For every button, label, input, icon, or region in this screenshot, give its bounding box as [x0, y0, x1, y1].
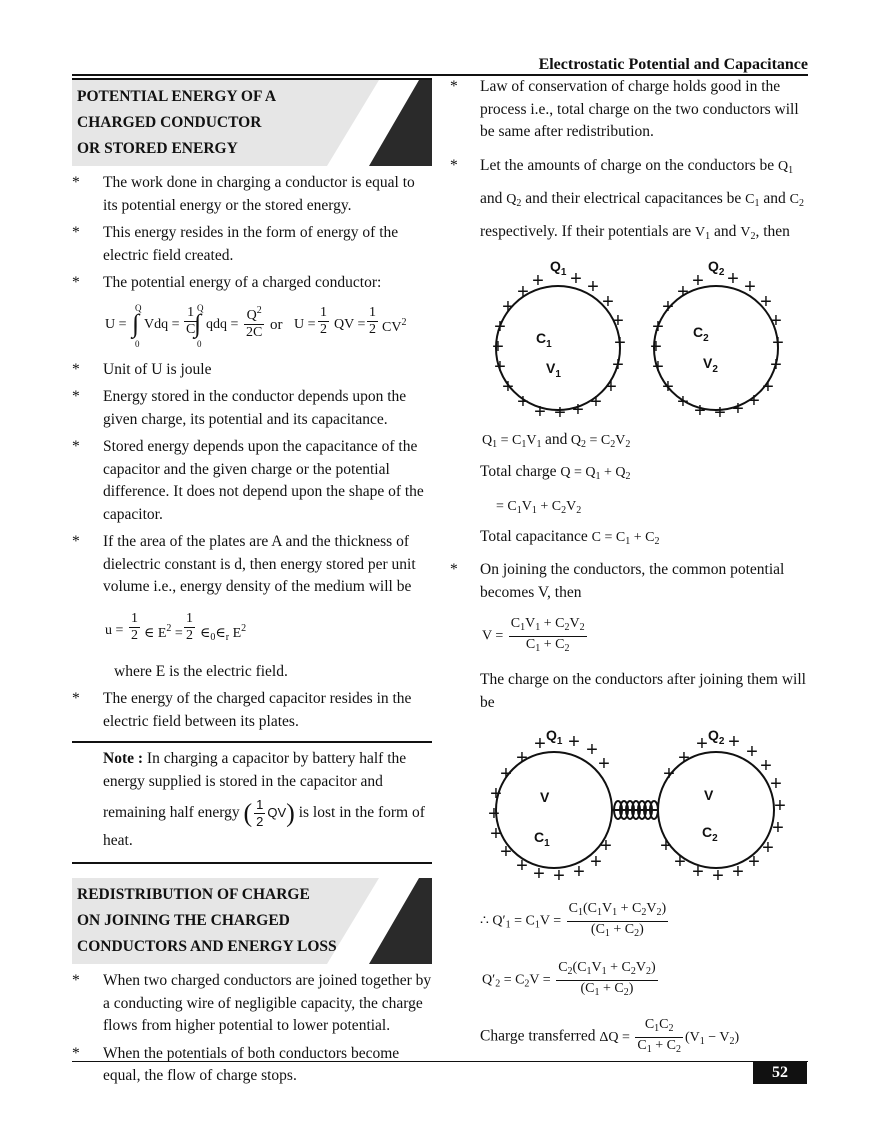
- svg-text:V2: $V_2$: [703, 354, 718, 375]
- svg-text:+: +: [760, 290, 772, 313]
- page-number: 52: [753, 1062, 807, 1084]
- svg-text:+: +: [762, 375, 774, 398]
- svg-text:+: +: [590, 851, 602, 873]
- section-heading-potential-energy: [72, 78, 432, 166]
- svg-text:+: +: [770, 353, 782, 376]
- total-capacitance-line: Total capacitance $C = C_1 + C_2$: [480, 527, 660, 547]
- svg-text:+: +: [612, 309, 624, 332]
- formula-energy: U = Q ∫ 0 Vdq = $\frac{1}{C}$ Q ∫ 0 qdq = $\frac{Q^2}{2C}$ or U = $\frac{1}{2}$ QV = $\frac{1}{2}$ $CV^2$: [105, 302, 407, 349]
- svg-text:+: +: [732, 397, 744, 420]
- svg-text:C2: $C_2$: [693, 323, 709, 344]
- svg-text:+: +: [598, 753, 610, 775]
- bullet-energy-resides: * This energy resides in the form of energy of the electric field created.: [72, 224, 399, 264]
- footer-rule: [72, 1061, 808, 1062]
- heading-line: REDISTRIBUTION OF CHARGE: [77, 886, 310, 903]
- bullet-potential-energy: * The potential energy of a charged conductor:: [72, 274, 382, 291]
- bullet-energy-field: * The energy of the charged capacitor resides in the electric field between its plates.: [72, 690, 412, 730]
- heading-line: ON JOINING THE CHARGED: [77, 912, 290, 929]
- svg-text:+: +: [650, 335, 662, 358]
- heading-line: OR STORED ENERGY: [77, 140, 238, 157]
- note-text-2: remaining half energy: [103, 804, 240, 822]
- svg-text:+: +: [492, 335, 504, 358]
- svg-text:+: +: [573, 861, 585, 883]
- svg-text:+: +: [772, 331, 784, 354]
- svg-text:V: V: [704, 787, 714, 803]
- bullet-unit: * Unit of U is joule: [72, 360, 212, 378]
- note-label: Note :: [103, 750, 144, 767]
- svg-text:+: +: [572, 398, 584, 421]
- svg-text:+: +: [746, 741, 758, 763]
- svg-text:+: +: [678, 747, 690, 769]
- svg-text:+: +: [532, 269, 544, 292]
- svg-text:+: +: [502, 375, 514, 398]
- formula-energy-density: u = $\frac{1}{2}$ ∈ $E^2$ = $\frac{1}{2}$ $\in_0\in_r$ $E^2$: [105, 610, 247, 643]
- svg-text:+: +: [534, 733, 546, 755]
- svg-text:+: +: [612, 353, 624, 376]
- svg-text:+: +: [494, 355, 506, 378]
- diagram-joined-conductors: [484, 722, 794, 887]
- heading-line: CHARGED CONDUCTOR: [77, 114, 262, 131]
- svg-text:+: +: [674, 851, 686, 873]
- right-column: [450, 76, 810, 1058]
- svg-text:+: +: [490, 783, 502, 805]
- bullet-flow-stops: * When the potentials of both conductors become equal, the flow of charge stops.: [72, 1044, 400, 1084]
- svg-text:+: +: [696, 733, 708, 755]
- svg-text:+: +: [494, 315, 506, 338]
- after-join-text: The charge on the conductors after joining them will be: [480, 671, 806, 711]
- svg-text:+: +: [760, 755, 772, 777]
- svg-text:+: +: [662, 375, 674, 398]
- svg-text:+: +: [516, 747, 528, 769]
- svg-text:+: +: [516, 855, 528, 877]
- svg-text:+: +: [770, 309, 782, 332]
- svg-text:+: +: [600, 835, 612, 857]
- bullet-stored-energy: * Stored energy depends upon the capacitance of the capacitor and the given charge or the potential difference. It does not depend upon the shape of the capacitor.: [72, 438, 424, 523]
- svg-text:+: +: [772, 817, 784, 839]
- svg-text:+: +: [554, 401, 566, 423]
- svg-text:+: +: [660, 835, 672, 857]
- svg-text:+: +: [587, 275, 599, 298]
- svg-text:+: +: [568, 731, 580, 753]
- svg-text:+: +: [534, 400, 546, 423]
- svg-text:+: +: [694, 399, 706, 422]
- svg-text:+: +: [517, 390, 529, 413]
- bullet-work-done: * The work done in charging a conductor is equal to its potential energy or the stored energy.: [72, 174, 415, 214]
- svg-text:+: +: [488, 803, 500, 825]
- svg-text:+: +: [727, 267, 739, 290]
- bullet-energy-density: * If the area of the plates are A and the thickness of dielectric constant is d, then energy stored per unit volume i.e., energy density of the medium will be: [72, 533, 416, 595]
- svg-text:+: +: [605, 375, 617, 398]
- svg-text:+: +: [762, 837, 774, 859]
- svg-text:V: V: [540, 789, 550, 805]
- heading-line: POTENTIAL ENERGY OF A: [77, 88, 277, 105]
- svg-text:+: +: [533, 863, 545, 885]
- svg-text:+: +: [677, 390, 689, 413]
- svg-text:+: +: [714, 401, 726, 423]
- heading-line: CONDUCTORS AND ENERGY LOSS: [77, 938, 337, 955]
- bullet-energy-depends: * Energy stored in the conductor depends upon the given charge, its potential and its capacitance.: [72, 388, 407, 428]
- svg-text:+: +: [732, 861, 744, 883]
- note-text-3: is lost in the form of: [298, 804, 425, 822]
- svg-text:+: +: [590, 390, 602, 413]
- heading-decoration: [327, 80, 432, 166]
- svg-text:+: +: [692, 861, 704, 883]
- note-text-4: heat.: [103, 832, 133, 849]
- svg-text:Q1: $Q_1$: [546, 727, 563, 747]
- svg-text:+: +: [692, 269, 704, 292]
- formula-q-cv: $Q_1 = C_1V_1$ and $Q_2 = C_2V_2$: [482, 430, 631, 450]
- bullet-common-potential: * On joining the conductors, the common potential becomes V, then: [450, 561, 785, 601]
- svg-text:+: +: [748, 851, 760, 873]
- note-text: In charging a capacitor by battery half the energy supplied is stored in the capacitor and: [103, 750, 407, 790]
- svg-text:+: +: [774, 795, 786, 817]
- svg-text:C1: $C_1$: [536, 329, 552, 350]
- svg-text:+: +: [663, 763, 675, 785]
- formula-common-potential: V = $\frac{C_1V_1 + C_2V_2}{C_1 + C_2}$: [482, 616, 585, 654]
- svg-text:+: +: [500, 763, 512, 785]
- left-column: [72, 78, 432, 1088]
- svg-text:+: +: [662, 295, 674, 318]
- svg-text:+: +: [614, 331, 626, 354]
- svg-text:+: +: [490, 823, 502, 845]
- svg-text:+: +: [500, 841, 512, 863]
- svg-text:+: +: [748, 389, 760, 412]
- formula-q2-prime: $Q'_2 = C_2V$ = $\frac{C_2(C_1V_1 + C_2V_2)}{(C_1 + C_2)}$: [482, 960, 656, 998]
- bullet-conservation: * Law of conservation of charge holds good in the process i.e., total charge on the two conductors will be same after redistribution.: [450, 78, 799, 140]
- svg-text:+: +: [677, 280, 689, 303]
- svg-text:V1: $V_1$: [546, 359, 561, 380]
- total-charge-line: Total charge $Q = Q_1 + Q_2$: [480, 463, 631, 482]
- svg-text:+: +: [652, 315, 664, 338]
- svg-text:+: +: [586, 739, 598, 761]
- svg-text:+: +: [728, 731, 740, 753]
- svg-text:C1: $C_1$: [534, 829, 550, 849]
- svg-text:Q1: $Q_1$: [550, 257, 567, 278]
- svg-text:+: +: [502, 295, 514, 318]
- svg-text:+: +: [652, 355, 664, 378]
- svg-text:Q2: $Q_2$: [708, 727, 725, 747]
- svg-text:+: +: [712, 865, 724, 887]
- bullet-charge-flow: * When two charged conductors are joined together by a conducting wire of negligible capacity, the charge flows from higher potential to lower potential.: [72, 972, 432, 1034]
- svg-text:Q2: $Q_2$: [708, 257, 725, 278]
- where-e-text: where E is the electric field.: [114, 662, 288, 680]
- heading-decoration: [327, 878, 432, 964]
- section-heading-redistribution: [72, 878, 432, 964]
- charge-transferred-line: Charge transferred ΔQ = $\frac{C_1C_2}{C_1 + C_2}$ $(V_1 - V_2)$: [480, 1017, 740, 1055]
- svg-text:+: +: [553, 865, 565, 887]
- svg-text:+: +: [602, 290, 614, 313]
- svg-text:+: +: [744, 275, 756, 298]
- diagram-two-conductors: [478, 253, 798, 423]
- note-box: Note : In charging a capacitor by battery half the energy supplied is stored in the capacitor and remaining half energy ( $\frac{1}{2}$ QV) is lost in the form of heat.: [72, 741, 432, 864]
- svg-text:+: +: [517, 280, 529, 303]
- svg-text:+: +: [570, 267, 582, 290]
- bullet-amounts: * Let the amounts of charge on the conductors be $Q_1$ and $Q_2$ and their electrical capacitances be $C_1$ and $C_2$ respectively. If their potentials are $V_1$ and $V_2$, then: [450, 156, 804, 242]
- formula-q1-prime: ∴ $Q'_1 = C_1V$ = $\frac{C_1(C_1V_1 + C_2V_2)}{(C_1 + C_2)}$: [480, 901, 667, 939]
- page-header-title: Electrostatic Potential and Capacitance: [538, 56, 808, 73]
- formula-total-charge-expanded: = $C_1V_1 + C_2V_2$: [496, 498, 582, 516]
- svg-text:+: +: [770, 773, 782, 795]
- svg-text:C2: $C_2$: [702, 824, 718, 844]
